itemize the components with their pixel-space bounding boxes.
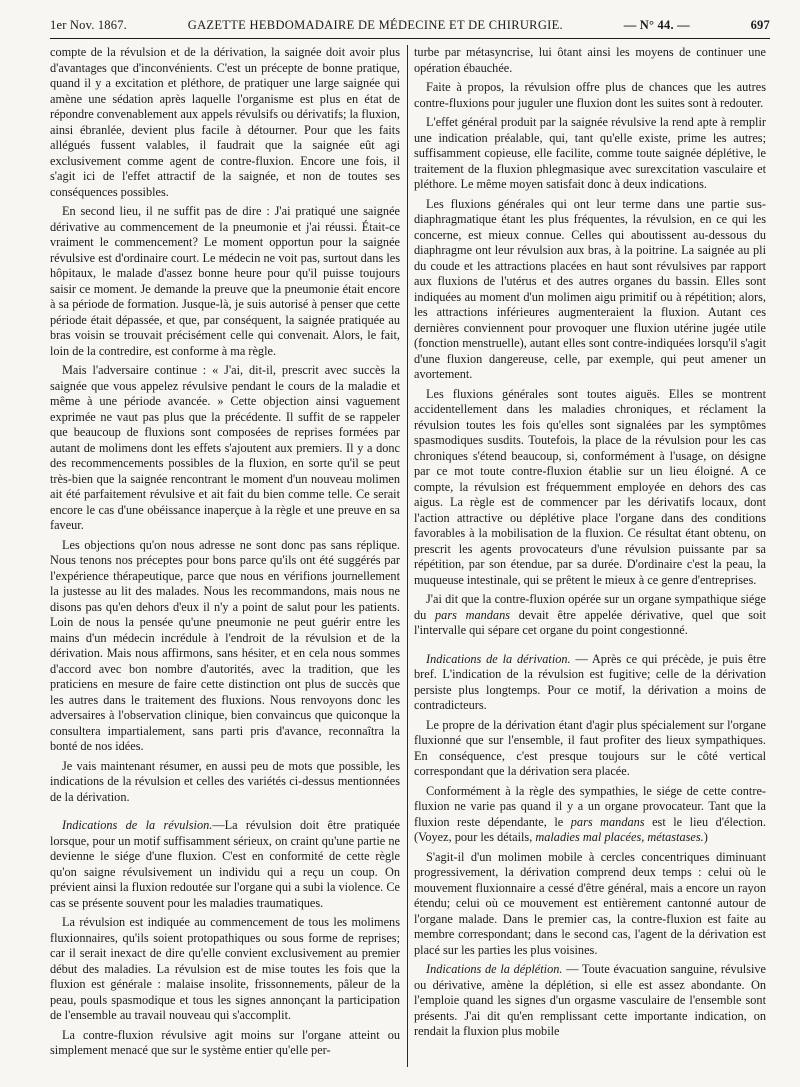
section-heading: Indications de la révulsion.: [62, 818, 213, 832]
paragraph: Les objections qu'on nous adresse ne sont donc pas sans réplique. Nous tenons nos préceptes pour bons parce qu'ils ont été suggérés par l'expérience thérapeutique, parce que nous en vérifions journellement la justesse au lit des malades. Nous les recommandons, mais nous ne disons pas qu'en dehors d'eux il n'y a point de salut pour les patients. Loin de nous la pensée qu'une pneumonie ne peut guérir entre les mains d'un médecin incrédule à l'endroit de la révulsion et de la dérivation. Mais nous affirmons, sans hésiter, et en cela nous sommes d'accord avec bon nombre d'autorités, avec la tradition, que les praticiens en mesure de faire cette distinction ont plus de succès que les autres dans le traitement des fluxions. Nous renvoyons donc les adversaires à l'observation clinique, bien convaincus que quiconque la consultera impartialement, sans parti pris d'avance, reconnaîtra la bonté de nos idées.: [50, 537, 400, 753]
paragraph-text: est le lieu d'élection. (Voyez, pour les détails,: [414, 814, 766, 844]
paragraph: L'effet général produit par la saignée révulsive la rend apte à remplir une indication préalable, qui, tant qu'elle existe, prime les autres; suffisamment copieuse, elle facilite, comme toute saignée déplétive, le traitement de la fluxion phlegmasique avec surexcitation vasculaire et pléthore. Le même moyen satisfait donc à deux indications.: [414, 115, 766, 191]
issue-date: 1er Nov. 1867.: [50, 17, 127, 32]
paragraph-text: ): [703, 830, 708, 844]
paragraph: [414, 962, 766, 1040]
paragraph-text: Conformément à la règle des sympathies, le siége de cette contre-fluxion ne varie pas quand il y a un organe provocateur. Tant que la fluxion reste dépendante, le: [414, 783, 766, 829]
paragraph: La révulsion est indiquée au commencement de tous les molimens fluxionnaires, qu'ils soient protopathiques ou sous forme de reprises; car il serait inexact de dire qu'elle convient exclusivement au premier début des maladies. La révulsion est de mise toutes les fois que la fluxion est générale : malaise insolite, frissonnements, pâleur de la peau, pouls spasmodique et tous les signes annonçant la participation de l'ensemble au travail nouveau qui s'accomplit.: [50, 915, 400, 1022]
column-divider: [407, 45, 408, 1067]
paragraph-text: J'ai dit que la contre-fluxion opérée sur un organe sympathique siége du: [414, 592, 766, 622]
paragraph: La contre-fluxion révulsive agit moins sur l'organe atteint ou simplement menacé que sur le système entier qu'elle per-: [50, 1027, 400, 1057]
paragraph: Faite à propos, la révulsion offre plus de chances que les autres contre-fluxions pour juguler une fluxion dont les suites sont à redouter.: [414, 80, 766, 110]
right-column: [414, 45, 766, 1044]
page-number: 697: [750, 17, 770, 32]
paragraph: Je vais maintenant résumer, en aussi peu de mots que possible, les indications de la révulsion et celles des variétés ci-dessus mentionnées de la dérivation.: [50, 758, 400, 804]
section-heading: Indications de la déplétion.: [426, 962, 563, 976]
latin-term: pars mandans: [435, 607, 511, 622]
paragraph: [414, 784, 766, 846]
paragraph-text: — Toute évacuation sanguine, révulsive ou dérivative, amène la déplétion, si elle est assez abondante. On l'emploie quand les signes d'un orgasme vasculaire de l'ensemble sont présents. J'ai dit qu'en remplissant cette importante indication, on rendait la fluxion plus mobile: [414, 962, 766, 1038]
paragraph: Les fluxions générales sont toutes aiguës. Elles se montrent accidentellement dans les maladies chroniques, et réclament la révulsion toutes les fois qu'elles sont signalées par les symptômes spasmodiques susdits. Toutefois, la place de la révulsion pour les cas chroniques s'étend beaucoup, si, conformément à l'usage, on désigne par ce mot toute contre-fluxion établie sur un lieu éloigné. A ce compte, la révulsion est fréquemment employée en dehors des cas aigus. La règle est de commencer par les dérivatifs locaux, dont l'action attractive ou déplétive place l'organe dans des conditions favorables à la mobilisation de la fluxion. Ce résultat étant obtenu, on prescrit les agents provocateurs d'une révulsion puissante par sa répétition, par son étendue, par sa durée. D'ordinaire c'est la peau, la muqueuse intestinale, qui se prêtent le mieux à ce genre d'entreprises.: [414, 386, 766, 587]
section-heading: Indications de la dérivation.: [426, 651, 571, 666]
paragraph: [50, 818, 400, 911]
paragraph: Les fluxions générales qui ont leur terme dans une partie sus-diaphragmatique étant les plus fréquentes, la révulsion, en ce qui les concerne, est mieux connue. Celles qui aboutissent au-dessous du diaphragme ont leur révulsion aux bras, à la poitrine. La saignée au pli du coude et les attractions placées en haut sont révulsives par rapport aux fluxions de l'utérus et des autres organes du bassin. Elles sont indiquées au moment d'un molimen aigu primitif ou à répétition; alors, les attractions inférieures augmenteraient la fluxion. Autant ces dernières conviennent pour provoquer une fluxion utérine jugée utile (fonction menstruelle), autant elles sont contre-indiquées lorsqu'il s'agit d'une fluxion dangereuse, celle, par exemple, qui peut amener un avortement.: [414, 196, 766, 381]
paragraph: Le propre de la dérivation étant d'agir plus spécialement sur l'organe fluxionné que sur l'ensemble, il faut profiter des lieux sympathiques. En conséquence, c'est presque toujours sur le côté vertical correspondant que la dérivation sera placée.: [414, 717, 766, 778]
paragraph: compte de la révulsion et de la dérivation, la saignée doit avoir plus d'avantages que d'inconvénients. C'est un précepte de bonne pratique, quand il y a excitation et pléthore, de pratiquer une large saignée qui amène une sédation après laquelle l'organisme est plus en état de répondre convenablement aux appels révulsifs ou dérivatifs; la fluxion, ainsi ébranlée, devient plus facile à détourner. Pour que les faits allégués fussent valables, il faudrait que la saignée eût agi exclusivement comme agent de contre-fluxion. Encore une fois, il s'agit ici de l'effet attractif de la saignée, et non de toutes ses conséquences possibles.: [50, 45, 401, 199]
cross-reference: maladies mal placées, métastases.: [535, 830, 704, 844]
paragraph: turbe par métasyncrise, lui ôtant ainsi les moyens de continuer une opération ébauchée.: [414, 45, 766, 75]
paragraph: [414, 652, 766, 714]
paragraph: [414, 592, 766, 639]
issue-number: — N° 44. —: [623, 17, 690, 32]
paragraph: En second lieu, il ne suffit pas de dire : J'ai pratiqué une saignée dérivative au commencement de la pneumonie et j'ai réussi. Était-ce vraiment le commencement? Le moment opportun pour la saignée révulsive est d'ordinaire court. Le médecin ne voit pas, surtout dans les hôpitaux, le malade d'assez bonne heure pour qu'il puisse toujours saisir ce moment. Je demande la preuve que la pneumonie était encore à sa période de formation. Jusque-là, je suis autorisé à penser que cette période était dépassée, et que, par conséquent, la saignée pratiquée au bras voisin se trouvait précisément celle qui convenait. Alors, le fait, loin de la contredire, est conforme à ma règle.: [50, 204, 400, 358]
paragraph-text: devait être appelée dérivative, quel que soit l'intervalle qui sépare cet organe du point congestionné.: [414, 607, 766, 637]
latin-term: pars mandans: [570, 814, 645, 829]
left-column: [50, 45, 400, 1063]
paragraph-text: — Après ce qui précède, je puis être bref. L'indication de la révulsion est fugitive; celle de la dérivation persiste plus longtemps. Pour ce motif, la dérivation a moins de contradicteurs.: [414, 651, 767, 712]
paragraph: Mais l'adversaire continue : « J'ai, dit-il, prescrit avec succès la saignée que vous appelez révulsive pendant le cours de la maladie et même à une période avancée. » Cette objection ainsi vaguement exprimée ne vaut pas plus que la précédente. Il suffit de se rappeler que beaucoup de fluxions sont composées de reprises formées par autant de molimens dont les effets s'ajoutent aux premiers. Il y a donc des recommencements possibles de la fluxion, en sorte qu'il se peut très-bien que la saignée rencontrant le moment d'un nouveau molimen ait été parfaitement révulsive et ait fait du bien comme telle. Ce serait encore le cas d'une obéissance inaperçue à la règle et une preuve en sa faveur.: [50, 363, 400, 532]
journal-title: GAZETTE HEBDOMADAIRE DE MÉDECINE ET DE CHIRURGIE.: [187, 17, 563, 32]
header-rule: [50, 38, 770, 39]
paragraph-text: —La révulsion doit être pratiquée lorsque, pour un motif suffisamment sérieux, on craint qu'une partie ne devienne le siége d'une fluxion. C'est en conformité de cette règle qu'on saigne révulsivement un individu qui a reçu un coup. On prévient ainsi la fluxion redoutée sur l'organe qui a subi la violence. Ce cas se présente souvent pour les maladies traumatiques.: [50, 818, 400, 910]
page-header: [50, 12, 770, 38]
paragraph: S'agit-il d'un molimen mobile à cercles concentriques diminuant progressivement, la dérivation comprend deux temps : celui où le mouvement fluxionnaire a cessé d'être général, mais a encore un rayon étendu; celui où ce mouvement est entièrement cantonné autour de l'organe malade. Dans le premier cas, la contre-fluxion est faite au membre correspondant; dans le second cas, l'agent de la dérivation est placé sur les parties les plus voisines.: [414, 849, 766, 957]
